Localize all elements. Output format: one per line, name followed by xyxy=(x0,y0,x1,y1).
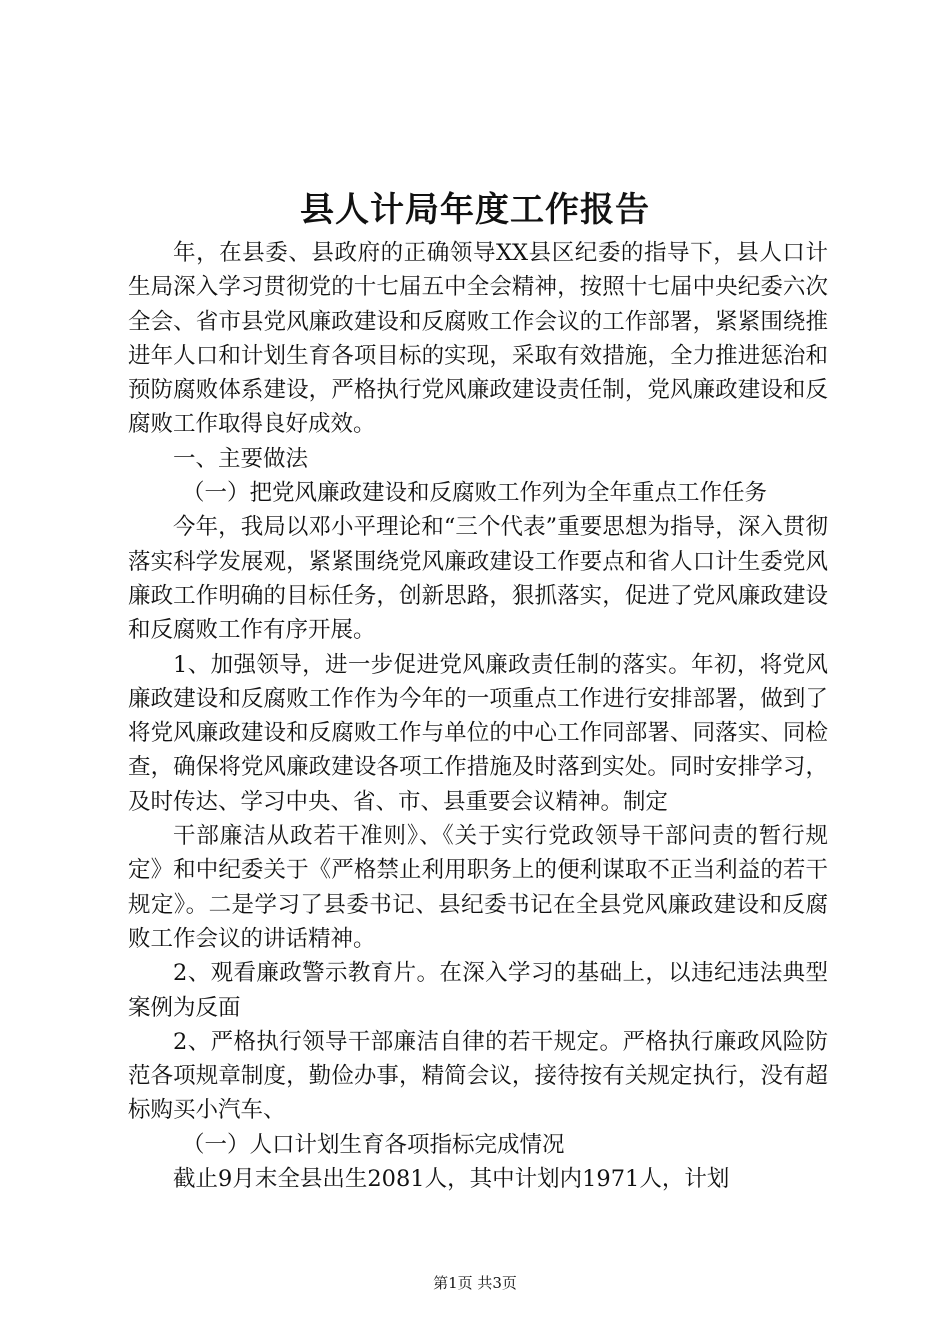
paragraph-warning-films: 2、观看廉政警示教育片。在深入学习的基础上，以违纪违法典型案例为反面 xyxy=(128,960,828,1021)
paragraph-intro: 年，在县委、县政府的正确领导XX县区纪委的指导下，县人口计生局深入学习贯彻党的十七届五中全会精神，按照十七届中央纪委六次全会、省市县党风廉政建设和反腐败工作会议的工作部署，紧紧围绕推进年人口和计划生育各项目标的实现，采取有效措施，全力推进惩治和预防腐败体系建设，严格执行党风廉政建设责任制，党风廉政建设和反腐败工作取得良好成效。 xyxy=(128,240,828,438)
paragraph-guidance: 今年，我局以邓小平理论和“三个代表”重要思想为指导，深入贯彻落实科学发展观，紧紧围绕党风廉政建设工作要点和省人口计生委党风廉政工作明确的目标任务，创新思路，狠抓落实，促进了党风廉政建设和反腐败工作有序开展。 xyxy=(128,514,828,644)
section-heading: 一、主要做法 xyxy=(173,445,309,472)
document-title: 县人计局年度工作报告 xyxy=(300,190,650,230)
paragraph-self-discipline: 2、严格执行领导干部廉洁自律的若干规定。严格执行廉政风险防范各项规章制度，勤俭办事，精简会议，接待按有关规定执行，没有超标购买小汽车、 xyxy=(128,1028,828,1124)
paragraph-leadership: 1、加强领导，进一步促进党风廉政责任制的落实。年初，将党风廉政建设和反腐败工作作为今年的一项重点工作进行安排部署，做到了将党风廉政建设和反腐败工作与单位的中心工作同部署、同落实、同检查，确保将党风廉政建设各项工作措施及时落到实处。同时安排学习，及时传达、学习中央、省、市、县重要会议精神。制定 xyxy=(128,651,828,815)
subsection-heading-indicators: （一）人口计划生育各项指标完成情况 xyxy=(182,1131,565,1158)
paragraph-regulations: 干部廉洁从政若干准则》、《关于实行党政领导干部问责的暂行规定》和中纪委关于《严格禁止利用职务上的便利谋取不正当利益的若干规定》。二是学习了县委书记、县纪委书记在全县党风廉政建设和反腐败工作会议的讲话精神。 xyxy=(128,823,828,952)
subsection-heading: （一）把党风廉政建设和反腐败工作列为全年重点工作任务 xyxy=(182,480,768,507)
paragraph-statistics: 截止9月末全县出生2081人，其中计划内1971人，计划 xyxy=(173,1166,730,1193)
document-body xyxy=(128,236,828,1196)
page-number: 第1页 共3页 xyxy=(433,1274,517,1292)
